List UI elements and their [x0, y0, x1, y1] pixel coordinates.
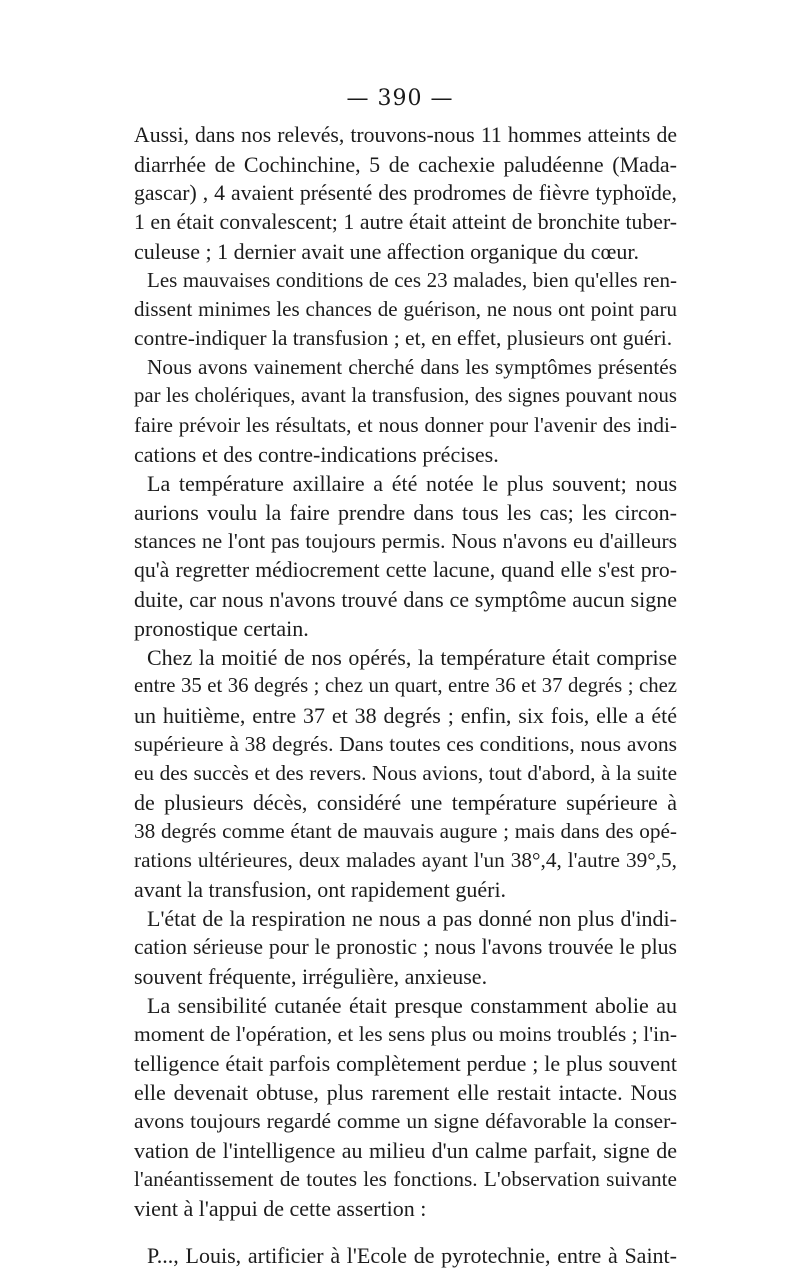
text-line: 1 en était convalescent; 1 autre était atteint de bronchite tuber-	[134, 210, 677, 234]
body-text	[134, 121, 677, 1270]
paragraph-gap	[134, 1223, 677, 1241]
text-line: cations et des contre-indications précises.	[134, 442, 499, 467]
text-line: duite, car nous n'avons trouvé dans ce symptôme aucun signe	[134, 587, 677, 612]
text-line: qu'à regretter médiocrement cette lacune, quand elle s'est pro-	[134, 558, 677, 582]
text-line: de plusieurs décès, considéré une température supérieure à	[134, 790, 677, 815]
text-line: La sensibilité cutanée était presque constamment abolie au	[147, 993, 677, 1018]
text-line: Aussi, dans nos relevés, trouvons-nous 11 hommes atteints de	[134, 123, 677, 147]
text-line: faire prévoir les résultats, et nous donner pour l'avenir des indi-	[134, 413, 677, 437]
text-line: vation de l'intelligence au milieu d'un calme parfait, signe de	[134, 1138, 677, 1163]
text-line: elle devenait obtuse, plus rarement elle restait intacte. Nous	[134, 1080, 677, 1105]
text-line: diarrhée de Cochinchine, 5 de cachexie paludéenne (Mada-	[134, 152, 677, 177]
text-line: stances ne l'ont pas toujours permis. Nous n'avons eu d'ailleurs	[134, 529, 677, 553]
text-line: contre-indiquer la transfusion ; et, en effet, plusieurs ont guéri.	[134, 326, 673, 350]
text-line: eu des succès et des revers. Nous avions, tout d'abord, à la suite	[134, 761, 677, 785]
text-line: dissent minimes les chances de guérison, ne nous ont point paru	[134, 297, 677, 321]
text-line: culeuse ; 1 dernier avait une affection organique du cœur.	[134, 239, 640, 264]
text-line: L'état de la respiration ne nous a pas donné non plus d'indi-	[147, 906, 677, 931]
text-line: vient à l'appui de cette assertion :	[134, 1196, 427, 1221]
text-line: avant la transfusion, ont rapidement guéri.	[134, 877, 507, 902]
text-line: moment de l'opération, et les sens plus ou moins troublés ; l'in-	[134, 1022, 677, 1046]
text-line: avons toujours regardé comme un signe défavorable la conser-	[134, 1109, 677, 1133]
text-line: pronostique certain.	[134, 616, 309, 641]
page-number: — 390 —	[346, 86, 454, 111]
text-line: souvent fréquente, irrégulière, anxieuse.	[134, 964, 488, 989]
text-line: telligence était parfois complètement perdue ; le plus souvent	[134, 1051, 677, 1076]
text-line: aurions voulu la faire prendre dans tous les cas; les circon-	[134, 500, 677, 525]
text-line: rations ultérieures, deux malades ayant l'un 38°,4, l'autre 39°,5,	[134, 848, 677, 872]
text-line: 38 degrés comme étant de mauvais augure ; mais dans des opé-	[134, 819, 677, 843]
text-line: cation sérieuse pour le pronostic ; nous l'avons trouvée le plus	[134, 935, 677, 959]
text-line: un huitième, entre 37 et 38 degrés ; enfin, six fois, elle a été	[134, 703, 677, 728]
text-line: l'anéantissement de toutes les fonctions. L'observation suivante	[134, 1167, 677, 1191]
text-line: Chez la moitié de nos opérés, la température était comprise	[147, 645, 677, 670]
text-line: par les cholériques, avant la transfusion, des signes pouvant nous	[134, 385, 677, 407]
text-line: La température axillaire a été notée le plus souvent; nous	[147, 471, 677, 496]
text-line: supérieure à 38 degrés. Dans toutes ces conditions, nous avons	[134, 732, 677, 756]
text-line: Nous avons vainement cherché dans les symptômes présentés	[147, 355, 677, 379]
text-line: P..., Louis, artificier à l'Ecole de pyrotechnie, entre à Saint-	[147, 1243, 677, 1268]
text-line: Les mauvaises conditions de ces 23 malades, bien qu'elles ren-	[147, 268, 677, 292]
text-line: entre 35 et 36 degrés ; chez un quart, entre 36 et 37 degrés ; chez	[134, 675, 677, 697]
text-line: gascar) , 4 avaient présenté des prodromes de fièvre typhoïde,	[134, 181, 677, 205]
